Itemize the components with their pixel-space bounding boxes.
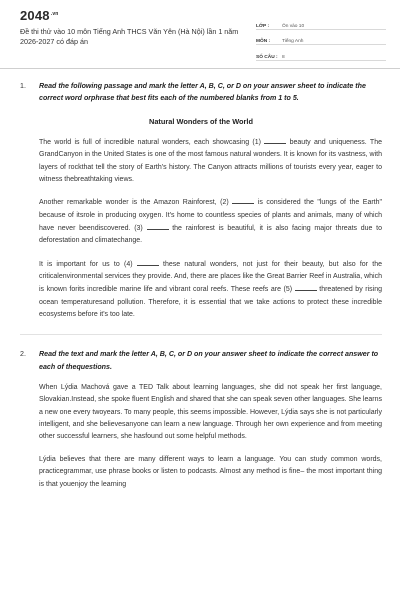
page-header — [0, 0, 400, 62]
paragraph-text: The world is full of incredible natural wonders, each showcasing (1) — [39, 138, 265, 146]
answer-blank — [295, 283, 317, 291]
exam-content — [20, 80, 382, 491]
meta-label: MÔN : — [256, 39, 271, 44]
meta-value: Ôn vào 10 — [282, 23, 305, 29]
question-number: 1. — [20, 82, 26, 90]
meta-row-count — [256, 47, 386, 61]
logo-text: 2048 — [20, 8, 50, 23]
passage-paragraph — [39, 136, 382, 186]
answer-blank — [147, 222, 169, 230]
paragraph-text: beauty and uniqueness. The GrandCanyon in the United States is one of the most famous natural wonders. It is known for its vastness, with layers of rockthat tell the story of Earth's history. The Canyon attracts millions of tourists every year, eager to witness thebreathtaking views. — [39, 138, 382, 183]
exam-meta-table — [256, 16, 386, 61]
logo-suffix: .vn — [50, 10, 59, 17]
meta-row-class — [256, 16, 386, 30]
question-1-instruction — [20, 80, 382, 105]
passage-title: Natural Wonders of the World — [148, 116, 254, 126]
meta-row-subject — [256, 32, 386, 46]
question-number: 2. — [20, 350, 26, 359]
meta-label: LỚP : — [256, 23, 270, 29]
paragraph-text: the rainforest is beautiful, it is also facing major threats due to deforestation and climatechange. — [39, 224, 382, 245]
paragraph-text: these natural wonders, not just for their beauty, but also for the criticalenvironmental services they provide. And, there are places like the Great Barrier Reef in Australia, which is known forits incredible marine life and vibrant coral reefs. These reefs are (5) — [39, 260, 382, 294]
question-divider — [20, 334, 382, 335]
paragraph-text: threatened by rising ocean temperaturesand pollution. Therefore, it is essential that we take actions to protect these incredible ecosystems before it's too late. — [39, 286, 382, 318]
passage-paragraph: Lýdia believes that there are many different ways to learn a language. You can study common words, practicegrammar, use phrase books or listen to podcasts. Almost any method is fine– the most important thing is that youenjoy the learning — [39, 455, 382, 488]
paragraph-text: Another remarkable wonder is the Amazon Rainforest, (2) — [39, 199, 233, 207]
meta-value: 8 — [282, 54, 285, 60]
instruction-text: Read the text and mark the letter A, B, C, or D on your answer sheet to indicate the correct answer to each of thequestions. — [39, 350, 379, 371]
paragraph-text: It is important for us to (4) — [39, 260, 137, 268]
paragraph-text: is considered the "lungs of the Earth" because of itsrole in producing oxygen. It's home to countless species of plants and animals, many of which have never beendiscovered. (3) — [39, 199, 382, 232]
passage-paragraph — [39, 258, 382, 322]
answer-blank — [264, 136, 286, 144]
meta-value: Tiếng Anh — [282, 39, 304, 44]
header-divider — [0, 68, 400, 69]
answer-blank — [232, 196, 254, 204]
site-logo[interactable] — [20, 8, 59, 23]
exam-title: Đề thi thử vào 10 môn Tiếng Anh THCS Văn Yên (Hà Nội) lần 1 năm 2026-2027 có đáp án — [20, 27, 239, 46]
question-2-instruction — [20, 348, 382, 373]
instruction-text: Read the following passage and mark the letter A, B, C, or D on your answer sheet to indicate the correct word orphrase that best fits each of the numbered blanks from 1 to 5. — [39, 82, 366, 103]
passage-paragraph: When Lýdia Machová gave a TED Talk about learning languages, she did not speak her first language, Slovakian.Instead, she spoke fluent English and shared that she can speak seven other languages. She learns a new one every twoyears. To many people, this seems impossible. However, Lýdia says she is not particularly intelligent, and she believesanyone can learn a new language. Through her own experience and from meeting other successful learners, she hasfound out some helpful methods. — [39, 384, 382, 441]
answer-blank — [137, 258, 159, 266]
meta-label: SỐ CÂU : — [256, 54, 278, 60]
passage-paragraph — [39, 196, 382, 247]
